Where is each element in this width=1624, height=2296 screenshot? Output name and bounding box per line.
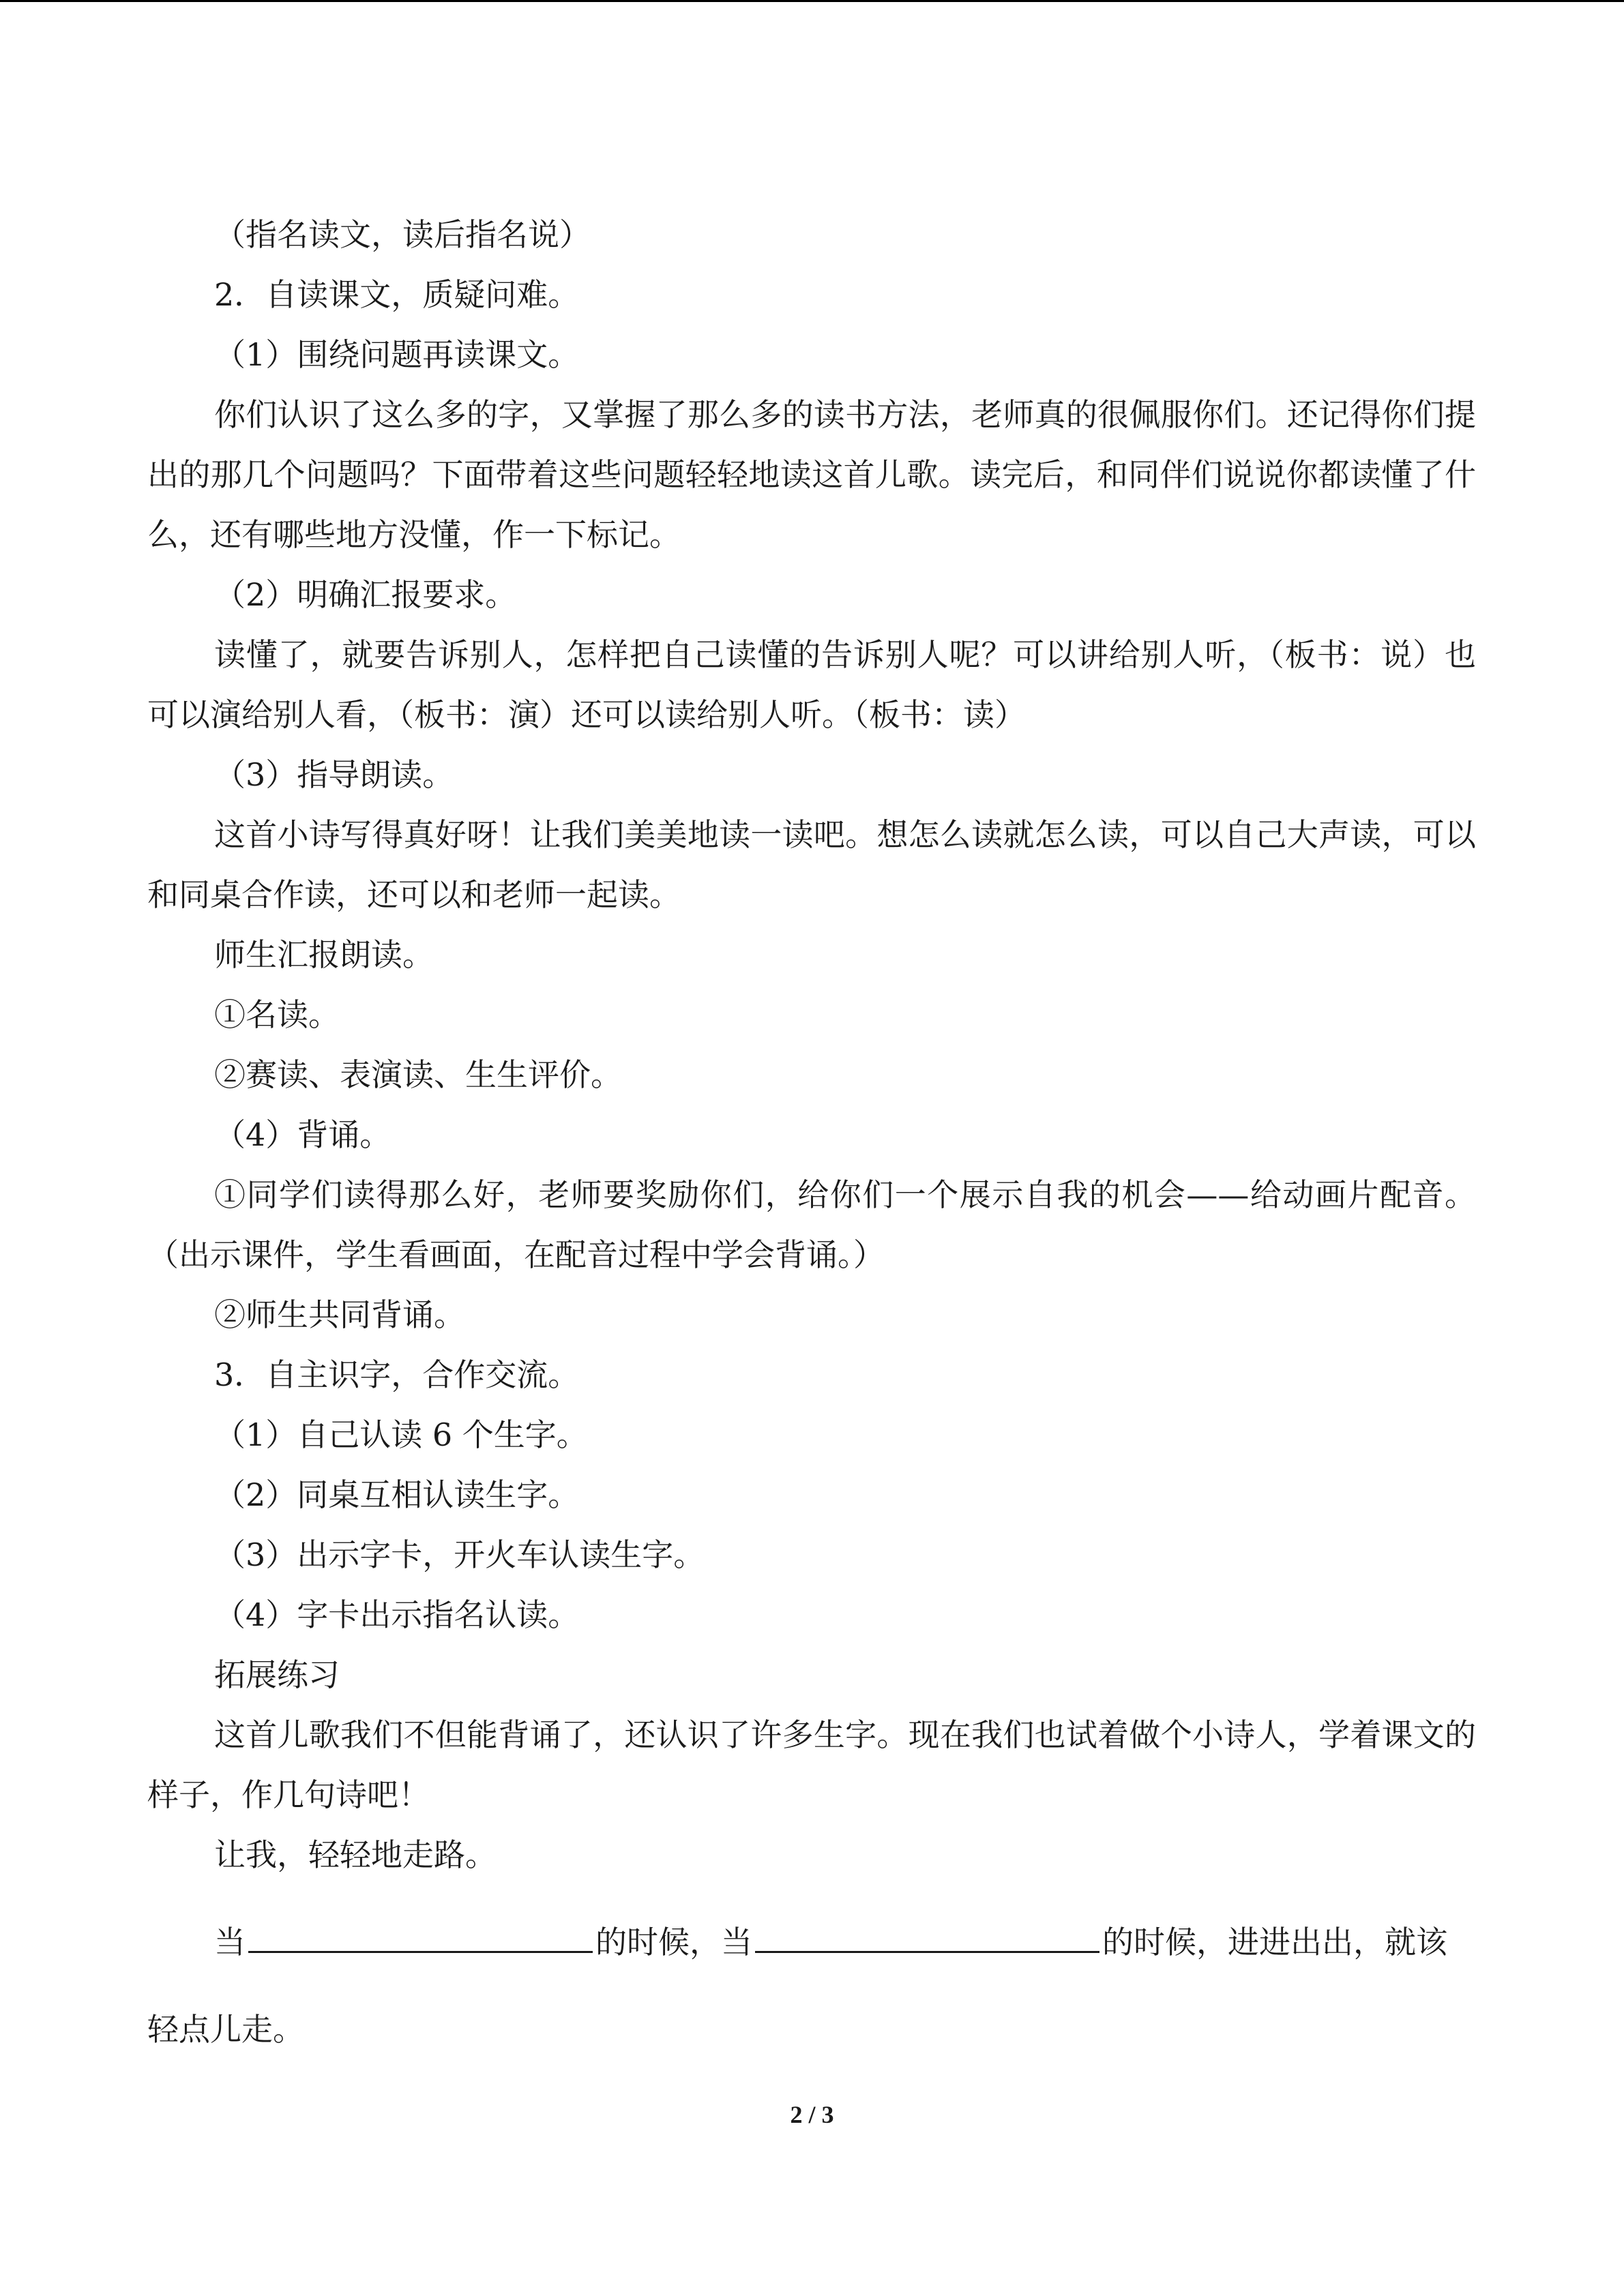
paragraph: （3）指导朗读。	[214, 756, 454, 793]
fill-in-sentence	[147, 1912, 1476, 1972]
paragraph: 让我，轻轻地走路。	[214, 1836, 497, 1873]
fill-in-text: 的时候，进进出出，就该	[1102, 1924, 1447, 1960]
paragraph: （4）背诵。	[214, 1116, 392, 1153]
paragraph: 读懂了，就要告诉别人，怎样把自己读懂的告诉别人呢？可以讲给别人听，（板书：说）也可以演给别人看，（板书：演）还可以读给别人听。（板书：读）	[147, 636, 1476, 733]
top-border-line	[0, 0, 1624, 2]
paragraph: （1）围绕问题再读课文。	[214, 336, 580, 373]
paragraph: （1）自己认读 6 个生字。	[214, 1416, 588, 1453]
paragraph: （3）出示字卡，开火车认读生字。	[214, 1536, 705, 1573]
fill-in-text: 当	[214, 1924, 246, 1960]
paragraph: ①名读。	[214, 996, 340, 1033]
paragraph: ②赛读、表演读、生生评价。	[214, 1056, 622, 1093]
paragraph: 师生汇报朗读。	[214, 936, 434, 973]
paragraph: 3．自主识字，合作交流。	[214, 1356, 580, 1393]
document-body	[147, 205, 1476, 2059]
paragraph: ②师生共同背诵。	[214, 1296, 465, 1333]
paragraph: ①同学们读得那么好，老师要奖励你们，给你们一个展示自我的机会——给动画片配音。（出示课件，学生看画面，在配音过程中学会背诵。）	[147, 1176, 1476, 1273]
paragraph: 这首小诗写得真好呀！让我们美美地读一读吧。想怎么读就怎么读，可以自己大声读，可以和同桌合作读，还可以和老师一起读。	[147, 816, 1476, 913]
paragraph: （4）字卡出示指名认读。	[214, 1596, 580, 1633]
paragraph: （指名读文，读后指名说）	[214, 216, 591, 253]
paragraph: 2．自读课文，质疑问难。	[214, 276, 580, 313]
fill-in-blank	[248, 1917, 593, 1953]
paragraph: 这首儿歌我们不但能背诵了，还认识了许多生字。现在我们也试着做个小诗人，学着课文的样子，作几句诗吧！	[147, 1716, 1476, 1813]
paragraph: （2）明确汇报要求。	[214, 576, 517, 613]
paragraph: （2）同桌互相认读生字。	[214, 1476, 580, 1513]
page-number: 2 / 3	[790, 2101, 834, 2128]
fill-in-text: 的时候，当	[595, 1924, 752, 1960]
paragraph: 你们认识了这么多的字，又掌握了那么多的读书方法，老师真的很佩服你们。还记得你们提出的那几个问题吗？下面带着这些问题轻轻地读这首儿歌。读完后，和同伴们说说你都读懂了什么，还有哪些地方没懂，作一下标记。	[147, 396, 1476, 553]
fill-in-continuation: 轻点儿走。	[147, 2011, 304, 2048]
section-heading: 拓展练习	[214, 1656, 340, 1693]
fill-in-blank	[755, 1917, 1099, 1953]
